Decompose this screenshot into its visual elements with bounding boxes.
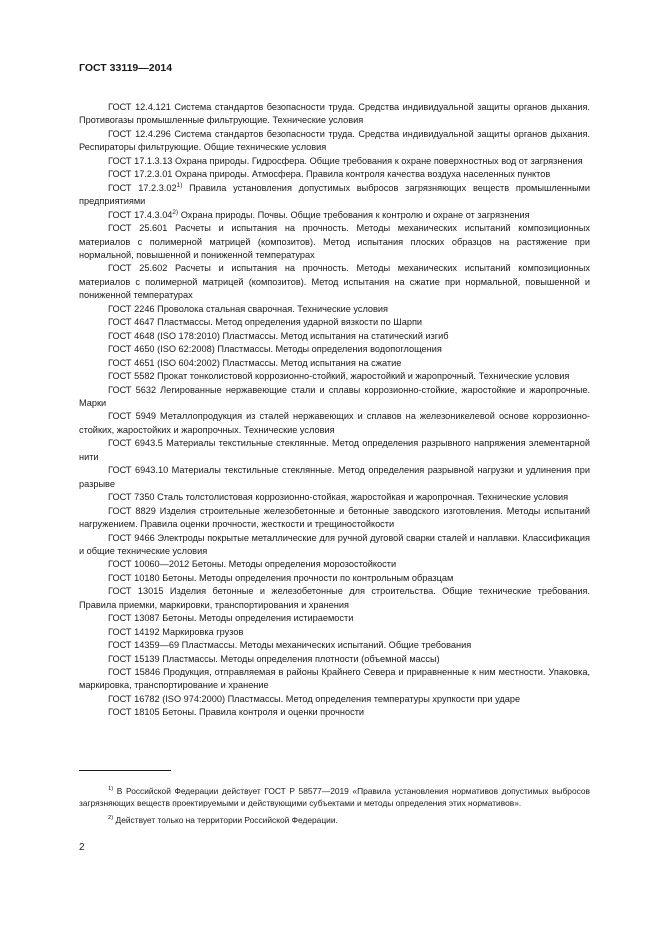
- reference-item: ГОСТ 13015 Изделия бетонные и железобетонные для строительства. Общие технические требования. Правила приемки, маркировки, транспортирования и хранения: [79, 586, 590, 610]
- reference-item: ГОСТ 14192 Маркировка грузов: [108, 626, 244, 637]
- reference-list: [79, 101, 590, 720]
- reference-item: ГОСТ 6943.10 Материалы текстильные стеклянные. Метод определения разрывной нагрузки и удлинения при разрыве: [79, 465, 590, 489]
- reference-item: ГОСТ 15139 Пластмассы. Методы определения плотности (объемной массы): [108, 653, 440, 664]
- reference-item: ГОСТ 4647 Пластмассы. Метод определения ударной вязкости по Шарпи: [108, 317, 423, 328]
- footnote-mark: 2): [108, 815, 114, 822]
- reference-code: ГОСТ 17.2.3.02: [108, 182, 177, 193]
- footnote-mark: 1): [108, 786, 114, 793]
- reference-item: ГОСТ 5632 Легированные нержавеющие стали и сплавы коррозионно-стойкие, жаростойкие и жаропрочные. Марки: [79, 384, 590, 408]
- reference-item: ГОСТ 12.4.296 Система стандартов безопасности труда. Средства индивидуальной защиты органов дыхания. Респираторы фильтрующие. Общие технические условия: [79, 128, 590, 153]
- document-header: ГОСТ 33119—2014: [79, 62, 173, 74]
- reference-item: ГОСТ 15846 Продукция, отправляемая в районы Крайнего Севера и приравненные к ним местности. Упаковка, маркировка, транспортирование и хранение: [79, 667, 590, 691]
- reference-item: ГОСТ 10180 Бетоны. Методы определения прочности по контрольным образцам: [108, 572, 454, 583]
- footnote-item: [79, 786, 590, 809]
- reference-item: ГОСТ 13087 Бетоны. Методы определения истираемости: [108, 613, 354, 624]
- page-number: 2: [79, 842, 85, 853]
- footnote-text: Действует только на территории Российской Федерации.: [113, 815, 338, 826]
- reference-item: ГОСТ 4650 (ISO 62:2008) Пластмассы. Методы определения водопоглощения: [108, 344, 442, 355]
- reference-text: Охрана природы. Почвы. Общие требования к контролю и охране от загрязнения: [178, 209, 530, 220]
- reference-item: ГОСТ 16782 (ISO 974:2000) Пластмассы. Метод определения температуры хрупкости при ударе: [108, 693, 521, 704]
- footnote-list: [79, 786, 590, 833]
- reference-text: Правила установления допустимых выбросов загрязняющих веществ промышленными предприятиями: [79, 182, 590, 207]
- reference-item: [79, 209, 590, 222]
- reference-item: ГОСТ 6943.5 Материалы текстильные стеклянные. Метод определения разрывного напряжения элементарной нити: [79, 438, 590, 462]
- footnote-text: В Российской Федерации действует ГОСТ Р 58577—2019 «Правила установления нормативов допустимых выбросов загрязняющих веществ проектируемыми и действующими субъектами и методы определения этих нормативов».: [79, 786, 590, 808]
- reference-item: [79, 182, 590, 209]
- reference-item: ГОСТ 18105 Бетоны. Правила контроля и оценки прочности: [108, 707, 365, 718]
- reference-item: ГОСТ 4651 (ISO 604:2002) Пластмассы. Метод испытания на сжатие: [108, 357, 402, 368]
- reference-item: ГОСТ 17.2.3.01 Охрана природы. Атмосфера. Правила контроля качества воздуха населенных пунктов: [108, 169, 551, 180]
- reference-item: ГОСТ 25.601 Расчеты и испытания на прочность. Методы механических испытаний композиционных материалов с полимерной матрицей (композитов). Метод испытания плоских образцов на растяжение при нормальной, повышенной и пониженной температурах: [79, 223, 590, 260]
- reference-item: ГОСТ 5949 Металлопродукция из сталей нержавеющих и сплавов на железоникелевой основе коррозионно-стойких, жаростойких и жаропрочных. Технические условия: [79, 411, 590, 435]
- footnote-ref-mark: 2): [172, 208, 179, 216]
- reference-code: ГОСТ 17.4.3.04: [108, 209, 173, 220]
- footnote-divider: [79, 770, 171, 771]
- reference-item: ГОСТ 25.602 Расчеты и испытания на прочность. Методы механических испытаний композиционных материалов с полимерной матрицей (композитов). Метод испытания на сжатие при нормальной, повышенной и пониженной температурах: [79, 263, 590, 301]
- reference-item: ГОСТ 7350 Сталь толстолистовая коррозионно-стойкая, жаростойкая и жаропрочная. Технические условия: [108, 492, 569, 503]
- reference-item: ГОСТ 10060—2012 Бетоны. Методы определения морозостойкости: [108, 559, 397, 570]
- reference-item: ГОСТ 5582 Прокат тонколистовой коррозионно-стойкий, жаростойкий и жаропрочный. Технические условия: [108, 371, 570, 382]
- reference-item: ГОСТ 4648 (ISO 178:2010) Пластмассы. Метод испытания на статический изгиб: [108, 330, 449, 341]
- reference-item: ГОСТ 8829 Изделия строительные железобетонные и бетонные заводского изготовления. Методы испытаний нагружением. Правила оценки прочности, жесткости и трещиностойкости: [79, 505, 590, 530]
- reference-item: ГОСТ 14359—69 Пластмассы. Методы механических испытаний. Общие требования: [108, 640, 472, 651]
- footnote-item: [79, 815, 590, 827]
- footnote-ref-mark: 1): [176, 181, 183, 189]
- reference-item: ГОСТ 2246 Проволока стальная сварочная. Технические условия: [108, 303, 389, 314]
- reference-item: ГОСТ 12.4.121 Система стандартов безопасности труда. Средства индивидуальной защиты органов дыхания. Противогазы промышленные фильтрующие. Технические условия: [79, 102, 590, 126]
- reference-item: ГОСТ 17.1.3.13 Охрана природы. Гидросфера. Общие требования к охране поверхностных вод от загрязнения: [108, 155, 583, 166]
- reference-item: ГОСТ 9466 Электроды покрытые металлические для ручной дуговой сварки сталей и наплавки. Классификация и общие технические условия: [79, 532, 590, 556]
